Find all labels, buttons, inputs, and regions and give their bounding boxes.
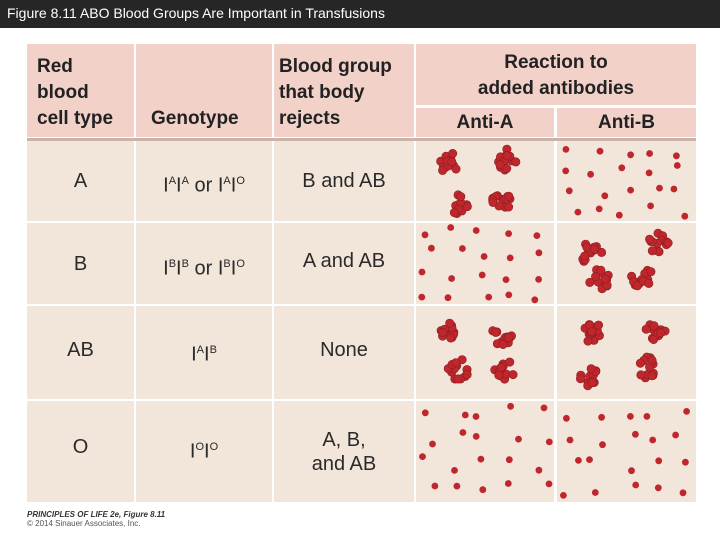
rbc-dispersed-cell xyxy=(473,433,480,440)
rbc-dispersed-cell xyxy=(644,413,651,420)
header-anti-a-label: Anti-A xyxy=(456,112,514,133)
row-o-anti-a xyxy=(416,401,554,502)
header-rbc-line3: cell type xyxy=(37,108,114,129)
rbc-clump-cell xyxy=(505,192,513,200)
header-genotype xyxy=(136,44,272,137)
rbc-dispersed-cell xyxy=(592,489,599,496)
header-reaction-line2: added antibodies xyxy=(477,78,635,99)
rbc-clump-cell xyxy=(642,325,650,333)
rbc-clump-cell xyxy=(650,322,658,330)
rbc-dispersed-cell xyxy=(546,481,553,488)
figure-title: Figure 8.11 ABO Blood Groups Are Important in Transfusions xyxy=(7,5,385,21)
rbc-dispersed-cell xyxy=(429,441,436,448)
rbc-dispersed-cell xyxy=(418,294,425,301)
rbc-dispersed-cell xyxy=(672,432,679,439)
rbc-dispersed-cell xyxy=(575,457,582,464)
rbc-dispersed-cell xyxy=(505,480,512,487)
rbc-dispersed-cell xyxy=(682,459,689,466)
rbc-dispersed-cell xyxy=(505,230,512,237)
row-a-type-label: A xyxy=(73,170,88,192)
title-bar xyxy=(0,0,720,28)
rbc-clump-cell xyxy=(454,375,462,383)
rbc-dispersed-cell xyxy=(481,253,488,260)
rbc-clump-cell xyxy=(463,370,471,378)
rbc-clumped-svg xyxy=(416,306,554,399)
rbc-clump-cell xyxy=(496,161,504,169)
rbc-dispersed-cell xyxy=(460,429,467,436)
rbc-dispersed-cell xyxy=(459,245,466,252)
rbc-clump-cell xyxy=(647,268,655,276)
figure-credit xyxy=(27,510,165,528)
rbc-dispersed-cell xyxy=(422,231,429,238)
rbc-dispersed-cell xyxy=(628,467,635,474)
rbc-clump-cell xyxy=(636,359,644,367)
row-o-anti-b xyxy=(557,401,696,502)
rbc-clumped-svg xyxy=(557,306,696,399)
rbc-dispersed-cell xyxy=(515,436,522,443)
rbc-dispersed-cell xyxy=(535,276,542,283)
rbc-clump-cell xyxy=(657,329,665,337)
row-a-genotype xyxy=(136,141,272,221)
rbc-dispersed-cell xyxy=(680,489,687,496)
row-b-genotype xyxy=(136,223,272,304)
rbc-dispersed-cell xyxy=(419,269,426,276)
rbc-dispersed-cell xyxy=(649,437,656,444)
rbc-dispersed-cell xyxy=(445,294,452,301)
rbc-dispersed-cell xyxy=(432,483,439,490)
rbc-dispersed-cell xyxy=(627,187,634,194)
rbc-clump-cell xyxy=(664,239,672,247)
row-b-type-label: B xyxy=(73,253,88,275)
rbc-clump-cell xyxy=(637,371,645,379)
row-o-genotype-label: $I^OI^O$ xyxy=(189,440,219,463)
header-rejects-line3: rejects xyxy=(279,108,341,129)
rbc-clump-cell xyxy=(588,379,596,387)
rbc-dispersed-cell xyxy=(627,413,634,420)
rbc-dispersed-cell xyxy=(485,294,492,301)
rbc-dispersed-cell xyxy=(618,164,625,171)
rbc-clump-cell xyxy=(497,363,505,371)
rbc-dispersed-cell xyxy=(674,162,681,169)
rbc-clump-cell xyxy=(594,321,602,329)
rbc-dispersed-cell xyxy=(655,457,662,464)
rbc-dispersed-cell xyxy=(647,203,654,210)
rbc-dispersed-cell xyxy=(616,212,623,219)
rbc-clump-cell xyxy=(506,358,514,366)
rbc-clump-cell xyxy=(489,198,497,206)
row-a-anti-a xyxy=(416,141,554,221)
rbc-clumped-svg xyxy=(557,223,696,304)
rbc-clump-cell xyxy=(512,158,520,166)
rbc-clump-cell xyxy=(457,192,465,200)
rbc-dispersed-cell xyxy=(596,206,603,213)
rbc-dispersed-cell xyxy=(507,255,514,262)
row-b-genotype-label: $I^BI^B$ or $I^BI^O$ xyxy=(163,257,245,280)
rbc-dispersed-cell xyxy=(419,453,426,460)
cell-dots xyxy=(557,141,696,221)
row-a-rejects-label: B and AB xyxy=(302,170,386,192)
header-anti-b xyxy=(557,108,696,137)
rbc-clump-cell xyxy=(503,152,511,160)
abo-table-figure xyxy=(27,44,696,502)
row-o-type-label: O xyxy=(72,436,89,458)
rbc-dispersed-cell xyxy=(575,209,582,216)
rbc-dispersed-cell xyxy=(601,192,608,199)
row-o-rejects-line2: and AB xyxy=(311,453,377,475)
rbc-dispersed-cell xyxy=(646,150,653,157)
row-a-rejects xyxy=(274,141,414,221)
rbc-clumped-svg xyxy=(416,141,554,221)
rbc-dispersed-cell xyxy=(546,439,553,446)
rbc-clump-cell xyxy=(648,372,656,380)
cell-dots xyxy=(557,223,696,304)
row-b-rejects xyxy=(274,223,414,304)
rbc-dispersed-cell xyxy=(560,492,567,499)
header-rejects-line1: Blood group xyxy=(279,56,392,77)
rbc-clump-cell xyxy=(581,252,589,260)
rbc-dispersed-cell xyxy=(683,408,690,415)
rbc-dispersed-cell xyxy=(507,403,514,410)
rbc-dispersed-cell xyxy=(422,409,429,416)
row-b-anti-b xyxy=(557,223,696,304)
rbc-clump-cell xyxy=(439,328,447,336)
rbc-dispersed-cell xyxy=(478,456,485,463)
rbc-dispersed-cell xyxy=(632,482,639,489)
credit-line2: © 2014 Sinauer Associates, Inc. xyxy=(27,519,141,528)
rbc-clump-cell xyxy=(499,340,507,348)
rbc-dispersed-cell xyxy=(479,272,486,279)
cell-dots xyxy=(416,401,554,502)
rbc-dispersed-cell xyxy=(503,276,510,283)
rbc-dispersed-cell xyxy=(506,456,513,463)
rbc-dispersed-cell xyxy=(567,437,574,444)
credit-line1: PRINCIPLES OF LIFE 2e, Figure 8.11 xyxy=(27,510,166,519)
rbc-dispersed-cell xyxy=(597,148,604,155)
cell-dots xyxy=(416,306,554,399)
rbc-clump-cell xyxy=(583,243,591,251)
rbc-clump-cell xyxy=(648,247,656,255)
rbc-dispersed-cell xyxy=(587,171,594,178)
rbc-clump-cell xyxy=(645,235,653,243)
row-o-rejects xyxy=(274,401,414,502)
rbc-dispersed-cell xyxy=(599,441,606,448)
header-genotype-label: Genotype xyxy=(151,108,239,129)
rbc-dispersed-cell xyxy=(531,296,538,303)
rbc-dispersed-cell xyxy=(428,245,435,252)
row-ab-type xyxy=(27,306,134,399)
rbc-dispersed-cell xyxy=(656,185,663,192)
rbc-clump-cell xyxy=(590,245,598,253)
header-rbc-line1: Red xyxy=(37,56,73,77)
rbc-clump-cell xyxy=(588,328,596,336)
row-ab-anti-a xyxy=(416,306,554,399)
rbc-clump-cell xyxy=(447,334,455,342)
rbc-dispersed-cell xyxy=(451,467,458,474)
rbc-dispersed-cell xyxy=(505,292,512,299)
rbc-dispersed-cell xyxy=(646,170,653,177)
rbc-dispersed-cell xyxy=(479,486,486,493)
header-rbc-line2: blood xyxy=(37,82,89,103)
rbc-dispersed-cell xyxy=(473,413,480,420)
rbc-dispersed-cell xyxy=(655,484,662,491)
row-o-type xyxy=(27,401,134,502)
row-ab-genotype-label: $I^AI^B$ xyxy=(191,343,217,366)
rbc-clump-cell xyxy=(587,365,595,373)
rbc-clump-cell xyxy=(450,208,458,216)
header-reaction xyxy=(416,44,696,105)
header-rejects-line2: that body xyxy=(279,82,365,103)
row-ab-genotype xyxy=(136,306,272,399)
rbc-dispersed-cell xyxy=(563,415,570,422)
rbc-dispersed-cell xyxy=(447,224,454,231)
rbc-dispersed-cell xyxy=(627,151,634,158)
rbc-dispersed-cell xyxy=(586,456,593,463)
row-b-rejects-label: A and AB xyxy=(302,250,386,272)
rbc-clump-cell xyxy=(509,370,517,378)
rbc-dispersed-svg xyxy=(557,141,696,221)
rbc-dispersed-cell xyxy=(563,146,570,153)
rbc-clump-cell xyxy=(504,203,512,211)
rbc-clump-cell xyxy=(576,375,584,383)
rbc-clump-cell xyxy=(504,334,512,342)
rbc-clump-cell xyxy=(449,149,457,157)
rbc-dispersed-svg xyxy=(557,401,696,502)
rbc-dispersed-cell xyxy=(566,187,573,194)
row-o-genotype xyxy=(136,401,272,502)
rbc-dispersed-cell xyxy=(598,414,605,421)
rbc-dispersed-cell xyxy=(562,168,569,175)
rbc-clump-cell xyxy=(452,359,460,367)
rbc-dispersed-cell xyxy=(632,431,639,438)
rbc-clump-cell xyxy=(448,158,456,166)
rbc-dispersed-svg xyxy=(416,223,554,304)
row-a-anti-b xyxy=(557,141,696,221)
row-ab-rejects xyxy=(274,306,414,399)
row-o-rejects-label xyxy=(274,428,414,476)
row-b-type xyxy=(27,223,134,304)
row-b-anti-a xyxy=(416,223,554,304)
rbc-clump-cell xyxy=(591,272,599,280)
row-ab-rejects-label: None xyxy=(320,339,368,361)
cell-dots xyxy=(557,401,696,502)
header-anti-a xyxy=(416,108,554,137)
rbc-clump-cell xyxy=(492,328,500,336)
cell-dots xyxy=(416,223,554,304)
row-a-genotype-label: $I^AI^A$ or $I^AI^O$ xyxy=(163,174,245,197)
rbc-clump-cell xyxy=(645,279,653,287)
row-ab-anti-b xyxy=(557,306,696,399)
rbc-dispersed-cell xyxy=(536,249,543,256)
rbc-dispersed-cell xyxy=(671,186,678,193)
rbc-dispersed-svg xyxy=(416,401,554,502)
rbc-dispersed-cell xyxy=(534,232,541,239)
cell-dots xyxy=(416,141,554,221)
rbc-dispersed-cell xyxy=(454,483,461,490)
header-rbc-type xyxy=(27,44,134,137)
rbc-dispersed-cell xyxy=(673,152,680,159)
rbc-dispersed-cell xyxy=(541,405,548,412)
rbc-clump-cell xyxy=(495,371,503,379)
header-anti-b-label: Anti-B xyxy=(598,112,655,133)
rbc-clump-cell xyxy=(645,363,653,371)
row-o-rejects-line1: A, B, xyxy=(322,429,366,451)
row-ab-type-label: AB xyxy=(67,339,94,361)
rbc-dispersed-cell xyxy=(462,412,469,419)
rbc-dispersed-cell xyxy=(681,213,688,220)
header-rejects xyxy=(274,44,414,137)
rbc-clump-cell xyxy=(438,166,446,174)
header-reaction-line1: Reaction to xyxy=(504,52,608,73)
rbc-dispersed-cell xyxy=(536,467,543,474)
rbc-dispersed-cell xyxy=(448,275,455,282)
rbc-clump-cell xyxy=(601,275,609,283)
rbc-dispersed-cell xyxy=(473,227,480,234)
cell-dots xyxy=(557,306,696,399)
row-a-type xyxy=(27,141,134,221)
